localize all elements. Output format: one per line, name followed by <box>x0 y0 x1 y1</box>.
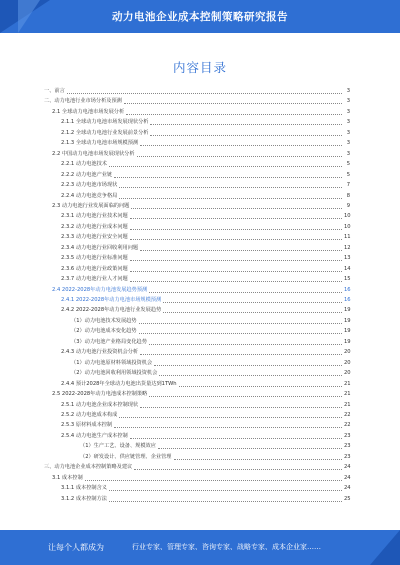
toc-leader-dots <box>119 198 342 199</box>
toc-entry[interactable] <box>61 305 350 314</box>
toc-entry-label: 2.2.2 动力电池产业链 <box>61 171 113 178</box>
toc-entry-label: 2.4.3 动力电池行业投资机会分析 <box>61 349 139 356</box>
toc-page-number: 8 <box>346 192 350 199</box>
toc-leader-dots <box>126 114 342 115</box>
toc-page-number: 20 <box>344 370 351 377</box>
toc-page-number: 9 <box>346 202 350 209</box>
toc-page-number: 3 <box>346 140 350 147</box>
toc-page-number: 16 <box>344 286 351 293</box>
toc-entry[interactable] <box>61 494 350 503</box>
toc-entry[interactable] <box>61 295 350 304</box>
toc-leader-dots <box>140 407 342 408</box>
toc-entry[interactable] <box>44 462 350 471</box>
toc-page-number: 7 <box>346 182 350 189</box>
toc-entry-label: 2.3.4 动力电池行业回收利用问题 <box>61 244 139 251</box>
toc-page-number: 5 <box>346 171 350 178</box>
toc-leader-dots <box>163 312 342 313</box>
toc-leader-dots <box>139 323 342 324</box>
toc-leader-dots <box>174 459 343 460</box>
toc-leader-dots <box>179 386 342 387</box>
toc-entry-label: 2.3.7 动力电池行业人才问题 <box>61 276 128 283</box>
toc-leader-dots <box>140 354 342 355</box>
toc-entry[interactable] <box>52 149 350 158</box>
toc-leader-dots <box>114 427 342 428</box>
toc-entry-label: 3.1 成本控制 <box>52 474 83 481</box>
toc-leader-dots <box>149 344 342 345</box>
toc-leader-dots <box>150 124 342 125</box>
toc-leader-dots <box>130 281 342 282</box>
toc-entry-label: 2.5.4 动力电池生产成本控制 <box>61 432 128 439</box>
toc-entry-label: （2）研发设计、供应链管理、企业管理 <box>80 453 172 460</box>
toc-page-number: 19 <box>344 317 351 324</box>
toc-entry-label: 2.2.1 动力电池技术 <box>61 161 107 168</box>
toc-leader-dots <box>140 145 342 146</box>
toc-entry[interactable] <box>52 389 350 398</box>
toc-entry[interactable] <box>61 222 350 231</box>
toc-page-number: 13 <box>344 255 351 262</box>
toc-page-number: 10 <box>344 213 351 220</box>
toc-page-number: 22 <box>344 411 351 418</box>
toc-leader-dots <box>130 239 342 240</box>
toc-entry[interactable] <box>80 441 350 450</box>
toc-entry-label: 2.2.4 动力电池竞争格局 <box>61 192 118 199</box>
toc-page-number: 25 <box>344 495 351 502</box>
toc-entry-label: 2.1 全球动力电池市场发展分析 <box>52 108 125 115</box>
toc-leader-dots <box>124 103 342 104</box>
toc-entry-label: 2.4.2 2022-2028年动力电池行业发展趋势 <box>61 307 162 314</box>
toc-entry-label: 2.1.1 全球动力电池市场发展现状分析 <box>61 119 149 126</box>
toc-entry-label: 2.2 中国动力电池市场发展现状分析 <box>52 150 135 157</box>
toc-heading: 内容目录 <box>172 60 227 75</box>
toc-page-number: 19 <box>344 307 351 314</box>
toc-entry[interactable] <box>71 337 350 346</box>
toc-entry[interactable] <box>61 431 350 440</box>
toc-leader-dots <box>114 177 342 178</box>
toc-page-number: 21 <box>344 391 351 398</box>
toc-entry[interactable] <box>80 452 350 461</box>
toc-leader-dots <box>131 208 342 209</box>
toc-entry-label: 2.4 2022-2028年动力电池发展趋势预测 <box>52 286 148 293</box>
toc-leader-dots <box>137 156 342 157</box>
toc-leader-dots <box>109 490 342 491</box>
toc-entry-label: （2）动力电池成本变化趋势 <box>71 328 137 335</box>
toc-entry[interactable] <box>61 117 350 126</box>
toc-entry[interactable] <box>61 243 350 252</box>
toc-entry[interactable] <box>61 180 350 189</box>
toc-entry-label: （1）动力电池原材料领域投资机会 <box>71 359 153 366</box>
toc-page-number: 23 <box>344 453 351 460</box>
toc-entry-label: 一、前言 <box>44 88 65 94</box>
toc-entry-label: 2.1.3 全球动力电池市场规模预测 <box>61 140 139 147</box>
toc-page-number: 10 <box>344 223 351 230</box>
toc-entry-label: 2.4.1 2022-2028年动力电池市场规模预测 <box>61 297 162 303</box>
toc-entry[interactable] <box>61 253 350 262</box>
toc-entry[interactable] <box>71 326 350 335</box>
toc-leader-dots <box>130 260 342 261</box>
toc-entry[interactable] <box>61 400 350 409</box>
toc-entry[interactable] <box>61 211 350 220</box>
toc-entry-label: 2.3.3 动力电池行业安全问题 <box>61 234 128 241</box>
toc-entry[interactable] <box>61 232 350 241</box>
toc-entry-label: 2.5.3 原材料成本控制 <box>61 422 113 429</box>
toc-entry[interactable] <box>52 285 350 294</box>
toc-entry[interactable] <box>52 473 350 482</box>
toc-entry[interactable] <box>61 410 350 419</box>
toc-entry[interactable] <box>44 96 350 105</box>
toc-leader-dots <box>139 333 342 334</box>
toc-entry-label: 2.3.2 动力电池行业成本问题 <box>61 223 128 230</box>
toc-leader-dots <box>130 438 342 439</box>
toc-page-number: 16 <box>344 297 351 303</box>
toc-page-number: 3 <box>346 98 350 105</box>
toc-entry[interactable] <box>61 191 350 200</box>
toc-page-number: 5 <box>346 161 350 168</box>
toc-page-number: 3 <box>346 129 350 136</box>
toc-page-number: 21 <box>344 380 351 387</box>
toc-entry-label: 2.1.2 全球动力电池行业发展前景分析 <box>61 129 149 136</box>
toc-page-number: 21 <box>344 401 351 408</box>
toc-page-number: 14 <box>344 265 351 272</box>
report-header-banner <box>0 0 400 33</box>
toc-entry[interactable] <box>52 201 350 210</box>
toc-leader-dots <box>158 448 342 449</box>
toc-entry-label: 2.5.1 动力电池企业成本控制现状 <box>61 401 139 408</box>
toc-entry[interactable] <box>61 264 350 273</box>
toc-entry-label: 2.5 2022-2028年动力电池成本控制策略 <box>52 391 148 398</box>
toc-entry-label: 2.3.5 动力电池行业标准问题 <box>61 255 128 262</box>
toc-leader-dots <box>130 218 342 219</box>
toc-page-number: 24 <box>344 485 351 492</box>
toc-entry-label: 2.2.3 动力电池市场现状 <box>61 182 118 189</box>
toc-entry-label: 3.1.1 成本控制含义 <box>61 485 107 492</box>
toc-leader-dots <box>154 365 342 366</box>
toc-page-number: 3 <box>346 150 350 157</box>
toc-entry[interactable] <box>61 170 350 179</box>
toc-entry[interactable] <box>61 379 350 388</box>
toc-leader-dots <box>109 166 342 167</box>
toc-page-number: 3 <box>346 88 350 94</box>
toc-entry[interactable] <box>52 107 350 116</box>
toc-page-number: 23 <box>344 432 351 439</box>
toc-leader-dots <box>140 250 342 251</box>
report-title: 动力电池企业成本控制策略研究报告 <box>112 11 288 23</box>
toc-entry[interactable] <box>61 274 350 283</box>
toc-leader-dots <box>109 501 342 502</box>
toc-entry[interactable] <box>61 420 350 429</box>
toc-leader-dots <box>85 480 342 481</box>
toc-entry[interactable] <box>61 128 350 137</box>
toc-entry-label: （1）动力电池技术发展趋势 <box>71 317 137 324</box>
toc-entry-label: 2.5.2 动力电池成本构成 <box>61 411 118 418</box>
toc-entry-label: 3.1.2 成本控制方法 <box>61 495 107 502</box>
toc-entry-label: （2）动力电池回收利用领域投资机会 <box>71 370 158 377</box>
toc-page-number: 20 <box>344 359 351 366</box>
toc-entry-label: 2.3.6 动力电池行业政策问题 <box>61 265 128 272</box>
footer-slogan: 让每个人都成为 <box>48 543 104 552</box>
toc-page-number: 24 <box>344 474 351 481</box>
toc-leader-dots <box>67 93 342 94</box>
toc-leader-dots <box>130 271 342 272</box>
toc-page-number: 22 <box>344 422 351 429</box>
toc-page-number: 12 <box>344 244 351 251</box>
toc-page-number: 3 <box>346 119 350 126</box>
toc-entry[interactable] <box>61 138 350 147</box>
toc-entry-label: （3）动力电池产业格局变化趋势 <box>71 338 147 345</box>
toc-page-number: 24 <box>344 464 351 471</box>
toc-leader-dots <box>159 375 342 376</box>
footer-decoration <box>370 530 400 565</box>
toc-page-number: 20 <box>344 349 351 356</box>
toc-leader-dots <box>119 417 342 418</box>
toc-entry[interactable] <box>71 368 350 377</box>
footer-banner <box>0 530 400 565</box>
toc-entry-label: 三、动力电池企业成本控制策略及建议 <box>44 464 133 471</box>
toc-leader-dots <box>119 187 342 188</box>
toc-leader-dots <box>130 229 342 230</box>
toc-page-number: 19 <box>344 328 351 335</box>
toc-entry[interactable] <box>61 347 350 356</box>
table-of-contents <box>0 86 400 506</box>
toc-page-number: 15 <box>344 276 351 283</box>
toc-page-number: 23 <box>344 443 351 450</box>
toc-page-number: 3 <box>346 108 350 115</box>
toc-leader-dots <box>134 469 342 470</box>
toc-leader-dots <box>149 396 342 397</box>
toc-entry-label: 2.3.1 动力电池行业技术问题 <box>61 213 128 220</box>
footer-tagline: 行业专家、管理专家、咨询专家、战略专家、成本企业家…… <box>132 543 321 551</box>
toc-leader-dots <box>163 302 342 303</box>
toc-entry[interactable] <box>61 159 350 168</box>
toc-entry[interactable] <box>71 358 350 367</box>
toc-entry-label: 2.3 动力电池行业发展面临的问题 <box>52 202 130 209</box>
toc-entry[interactable] <box>61 483 350 492</box>
toc-leader-dots <box>150 135 342 136</box>
toc-entry[interactable] <box>44 86 350 95</box>
toc-entry-label: 2.4.4 预计2028年全球动力电池出货量达到1TWh <box>61 380 177 387</box>
toc-leader-dots <box>149 292 342 293</box>
toc-entry-label: 二、动力电池行业市场分析及预测 <box>44 98 122 105</box>
toc-page-number: 11 <box>344 234 351 241</box>
toc-entry[interactable] <box>71 316 350 325</box>
toc-entry-label: （1）生产工艺、设备、规模效应 <box>80 443 156 450</box>
toc-page-number: 19 <box>344 338 351 345</box>
